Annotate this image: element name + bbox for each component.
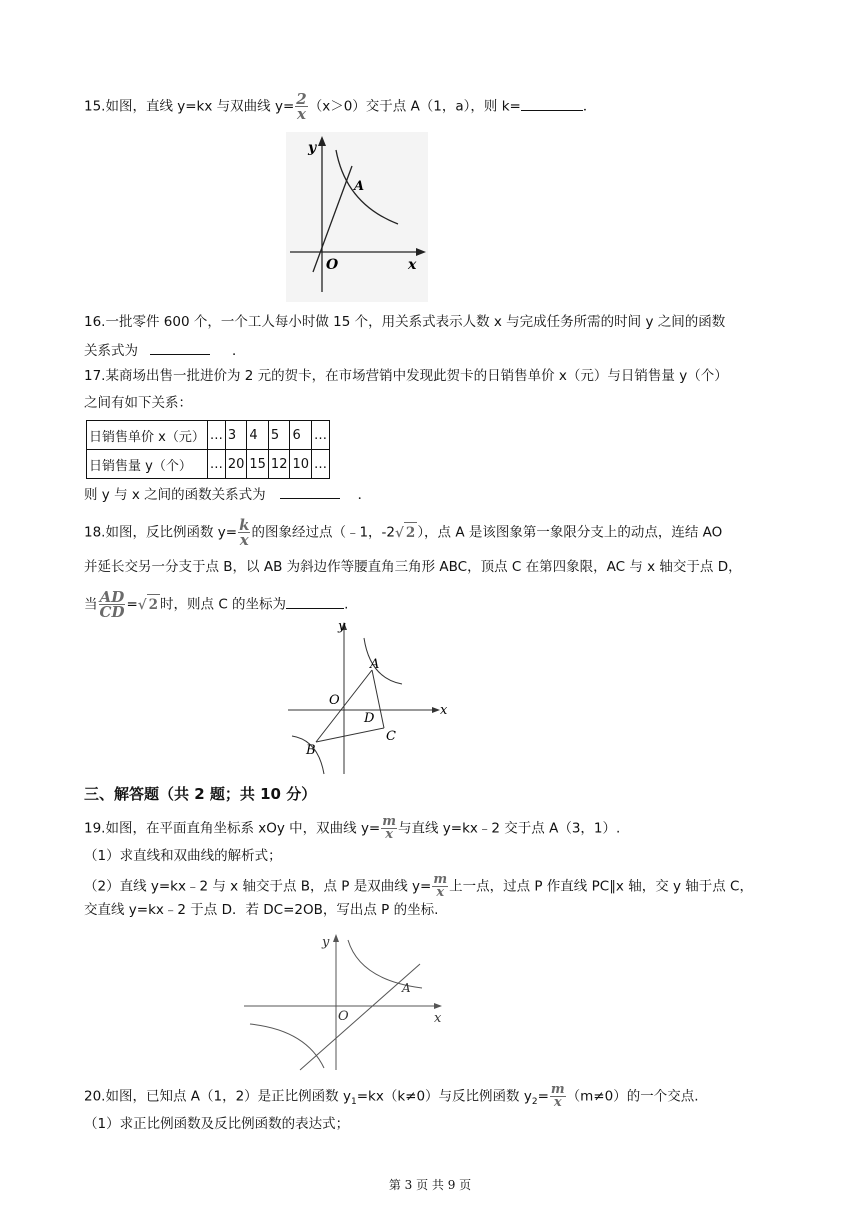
- q19-line2: （1）求直线和双曲线的解析式；: [84, 848, 282, 864]
- table-cell: …: [312, 421, 330, 450]
- q16-answer-blank[interactable]: [150, 340, 210, 355]
- q19-fraction-2: $\frac{m}{x}$: [433, 872, 448, 900]
- table-cell: …: [312, 450, 330, 479]
- q19-line3: （2）直线 y=kx﹣2 与 x 轴交于点 B，点 P 是双曲线 y= $\frac{m}{x}$ 上一点，过点 P 作直线 PC∥x 轴，交 y 轴于点 C，: [84, 872, 753, 900]
- q19-fraction: $\frac{m}{x}$: [382, 814, 397, 842]
- table-cell: 日销售单价 x（元）: [87, 421, 208, 450]
- q18-answer-blank[interactable]: [286, 594, 344, 609]
- fig15-y-label: y: [308, 140, 317, 156]
- table-cell: 15: [247, 450, 269, 479]
- q15-figure: [286, 132, 428, 302]
- q15-fraction: $\frac{2}{x}$: [296, 90, 307, 123]
- q18-fraction-k-x: $\frac{k}{x}$: [239, 516, 250, 549]
- q16-line2: 关系式为 ．: [84, 340, 246, 361]
- table-cell: 12: [268, 450, 290, 479]
- q17-line3: 则 y 与 x 之间的函数关系式为 ．: [84, 484, 371, 505]
- fig18-y-label: y: [338, 619, 346, 634]
- fig19-x-label: x: [434, 1011, 442, 1026]
- section-heading: 三、解答题（共 2 题；共 10 分）: [84, 785, 317, 803]
- q17-line1: 17.某商场出售一批进价为 2 元的贺卡，在市场营销中发现此贺卡的日销售单价 x（元）与日销售量 y（个）: [84, 368, 728, 384]
- q20-fraction: $\frac{m}{x}$: [550, 1082, 565, 1110]
- q20-line1: 20.如图，已知点 A（1，2）是正比例函数 $y_1=kx(k\ne 0)$与反比例函数 $y_2=$ $\frac{m}{x}$ （m≠0）的一个交点.: [84, 1082, 699, 1110]
- table-row: [87, 450, 330, 479]
- table-cell: 6: [290, 421, 312, 450]
- q18-line2: 并延长交另一分支于点 B，以 AB 为斜边作等腰直角三角形 ABC，顶点 C 在第四象限，AC 与 x 轴交于点 D，: [84, 559, 742, 575]
- q17-answer-blank[interactable]: [280, 484, 340, 499]
- table-cell: 日销售量 y（个）: [87, 450, 208, 479]
- q15-text-pre: 15.如图，直线 y=kx 与双曲线 y=: [84, 98, 295, 115]
- q18-sqrt: √ 2: [395, 522, 417, 543]
- q19-figure: [242, 930, 452, 1072]
- fig18-x-label: x: [440, 703, 448, 718]
- table-cell: …: [207, 421, 225, 450]
- q20-line2: （1）求正比例函数及反比例函数的表达式；: [84, 1116, 350, 1132]
- q18-sqrt-2: √ 2: [138, 594, 160, 615]
- fig18-point-c-label: C: [386, 729, 396, 744]
- q18-figure: [284, 618, 454, 778]
- table-cell: 10: [290, 450, 312, 479]
- q15-answer-blank[interactable]: [521, 96, 583, 111]
- fig15-point-a-label: A: [354, 179, 365, 194]
- table-cell: …: [207, 450, 225, 479]
- q19-line4: 交直线 y=kx﹣2 于点 D．若 DC=2OB，写出点 P 的坐标.: [84, 902, 439, 918]
- q18-line3: 当 $\frac{AD}{CD}$ =√ 2 时，则点 C 的坐标为 .: [84, 588, 349, 621]
- fig15-x-label: x: [408, 257, 417, 273]
- page-footer: 第 3 页 共 9 页: [388, 1178, 472, 1192]
- table-cell: 3: [225, 421, 247, 450]
- q15-text-post: （x＞0）交于点 A（1，a），则 k=: [308, 98, 521, 115]
- table-cell: 4: [247, 421, 269, 450]
- q18-line1: 18.如图，反比例函数 y= $\frac{k}{x}$ 的图象经过点（﹣1，-2√ 2 ），点 A 是该图象第一象限分支上的动点，连结 AO: [84, 516, 723, 549]
- table-cell: 5: [268, 421, 290, 450]
- q18-fraction-ad-cd: $\frac{AD}{CD}$: [99, 588, 125, 621]
- fig19-origin-label: O: [338, 1009, 349, 1024]
- table-row: [87, 421, 330, 450]
- fig18-point-a-label: A: [370, 657, 380, 672]
- q17-line2: 之间有如下关系：: [84, 395, 192, 411]
- fig19-point-a-label: A: [402, 981, 411, 995]
- q17-table: [86, 420, 330, 479]
- fig15-origin-label: O: [326, 257, 339, 273]
- fig19-y-label: y: [322, 935, 330, 950]
- fig18-origin-label: O: [329, 693, 340, 708]
- fig18-point-b-label: B: [306, 743, 316, 758]
- q19-line1: 19.如图，在平面直角坐标系 xOy 中，双曲线 y= $\frac{m}{x}$ 与直线 y=kx﹣2 交于点 A（3，1）.: [84, 814, 621, 842]
- table-cell: 20: [225, 450, 247, 479]
- fig18-point-d-label: D: [364, 711, 375, 726]
- q16-line1: 16.一批零件 600 个，一个工人每小时做 15 个，用关系式表示人数 x 与完成任务所需的时间 y 之间的函数: [84, 314, 726, 330]
- q15-line: 15.如图，直线 y=kx 与双曲线 y= $\frac{2}{x}$ （x＞0）交于点 A（1，a），则 k= ．: [84, 90, 597, 123]
